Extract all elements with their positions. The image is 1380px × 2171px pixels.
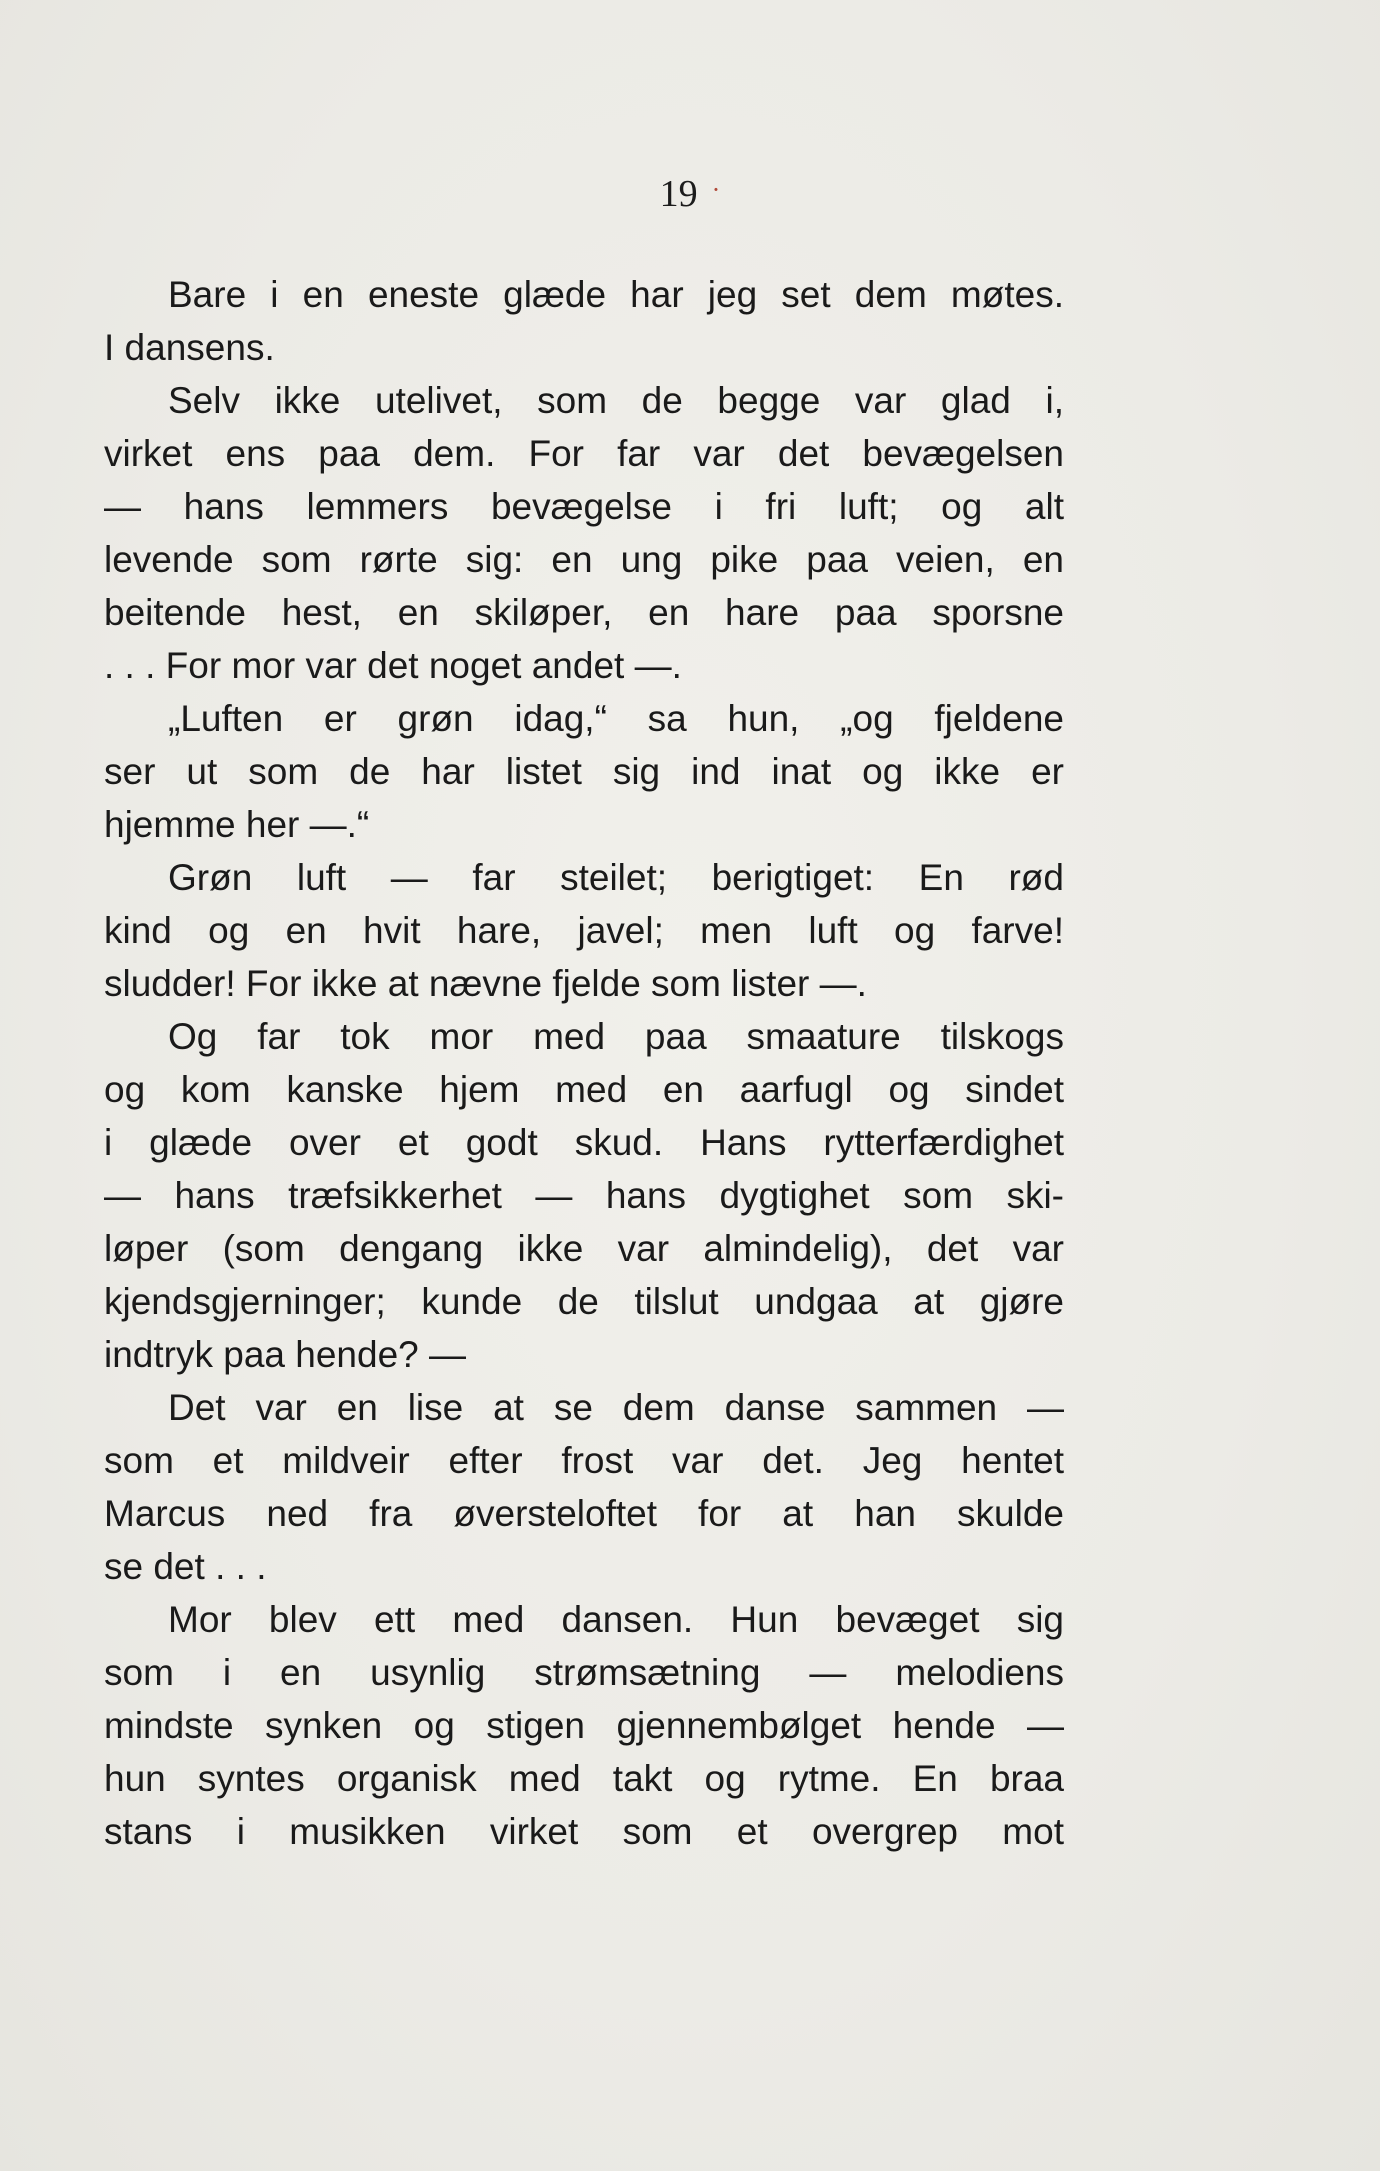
- text-line: levende som rørte sig: en ung pike paa veien, en: [104, 539, 1064, 580]
- text-line: stans i musikken virket som et overgrep mot: [104, 1811, 1064, 1852]
- text-line: Det var en lise at se dem danse sammen —: [168, 1387, 1064, 1428]
- text-line: som i en usynlig strømsætning — melodiens: [104, 1652, 1064, 1693]
- text-line: Selv ikke utelivet, som de begge var glad i,: [168, 380, 1064, 421]
- text-line: I dansens.: [104, 327, 275, 368]
- text-line: Og far tok mor med paa smaature tilskogs: [168, 1016, 1064, 1057]
- text-line: mindste synken og stigen gjennembølget hende —: [104, 1705, 1064, 1746]
- text-line: kind og en hvit hare, javel; men luft og farve!: [104, 910, 1064, 951]
- text-line: virket ens paa dem. For far var det bevægelsen: [104, 433, 1064, 474]
- text-line: hun syntes organisk med takt og rytme. En braa: [104, 1758, 1064, 1799]
- text-line: indtryk paa hende? —: [104, 1334, 467, 1375]
- text-line: hjemme her —.“: [104, 804, 370, 845]
- text-line: beitende hest, en skiløper, en hare paa sporsne: [104, 592, 1064, 633]
- text-line: som et mildveir efter frost var det. Jeg hentet: [104, 1440, 1064, 1481]
- text-line: — hans træfsikkerhet — hans dygtighet som ski-: [104, 1175, 1064, 1216]
- text-line: Mor blev ett med dansen. Hun bevæget sig: [168, 1599, 1064, 1640]
- text-line: ser ut som de har listet sig ind inat og ikke er: [104, 751, 1064, 792]
- text-line: i glæde over et godt skud. Hans rytterfærdighet: [104, 1122, 1064, 1163]
- body-text: [104, 268, 1064, 1858]
- page-number: 19 ·: [659, 173, 721, 215]
- text-line: kjendsgjerninger; kunde de tilslut undgaa at gjøre: [104, 1281, 1064, 1322]
- text-line: sludder! For ikke at nævne fjelde som lister —.: [104, 963, 867, 1004]
- text-line: se det . . .: [104, 1546, 267, 1587]
- text-line: Marcus ned fra øversteloftet for at han skulde: [104, 1493, 1064, 1534]
- text-line: Grøn luft — far steilet; berigtiget: En rød: [168, 857, 1064, 898]
- text-line: Bare i en eneste glæde har jeg set dem møtes.: [168, 274, 1064, 315]
- text-line: . . . For mor var det noget andet —.: [104, 645, 682, 686]
- text-line: — hans lemmers bevægelse i fri luft; og alt: [104, 486, 1064, 527]
- text-line: og kom kanske hjem med en aarfugl og sindet: [104, 1069, 1064, 1110]
- text-line: „Luften er grøn idag,“ sa hun, „og fjeldene: [168, 698, 1064, 739]
- text-line: løper (som dengang ikke var almindelig), det var: [104, 1228, 1064, 1269]
